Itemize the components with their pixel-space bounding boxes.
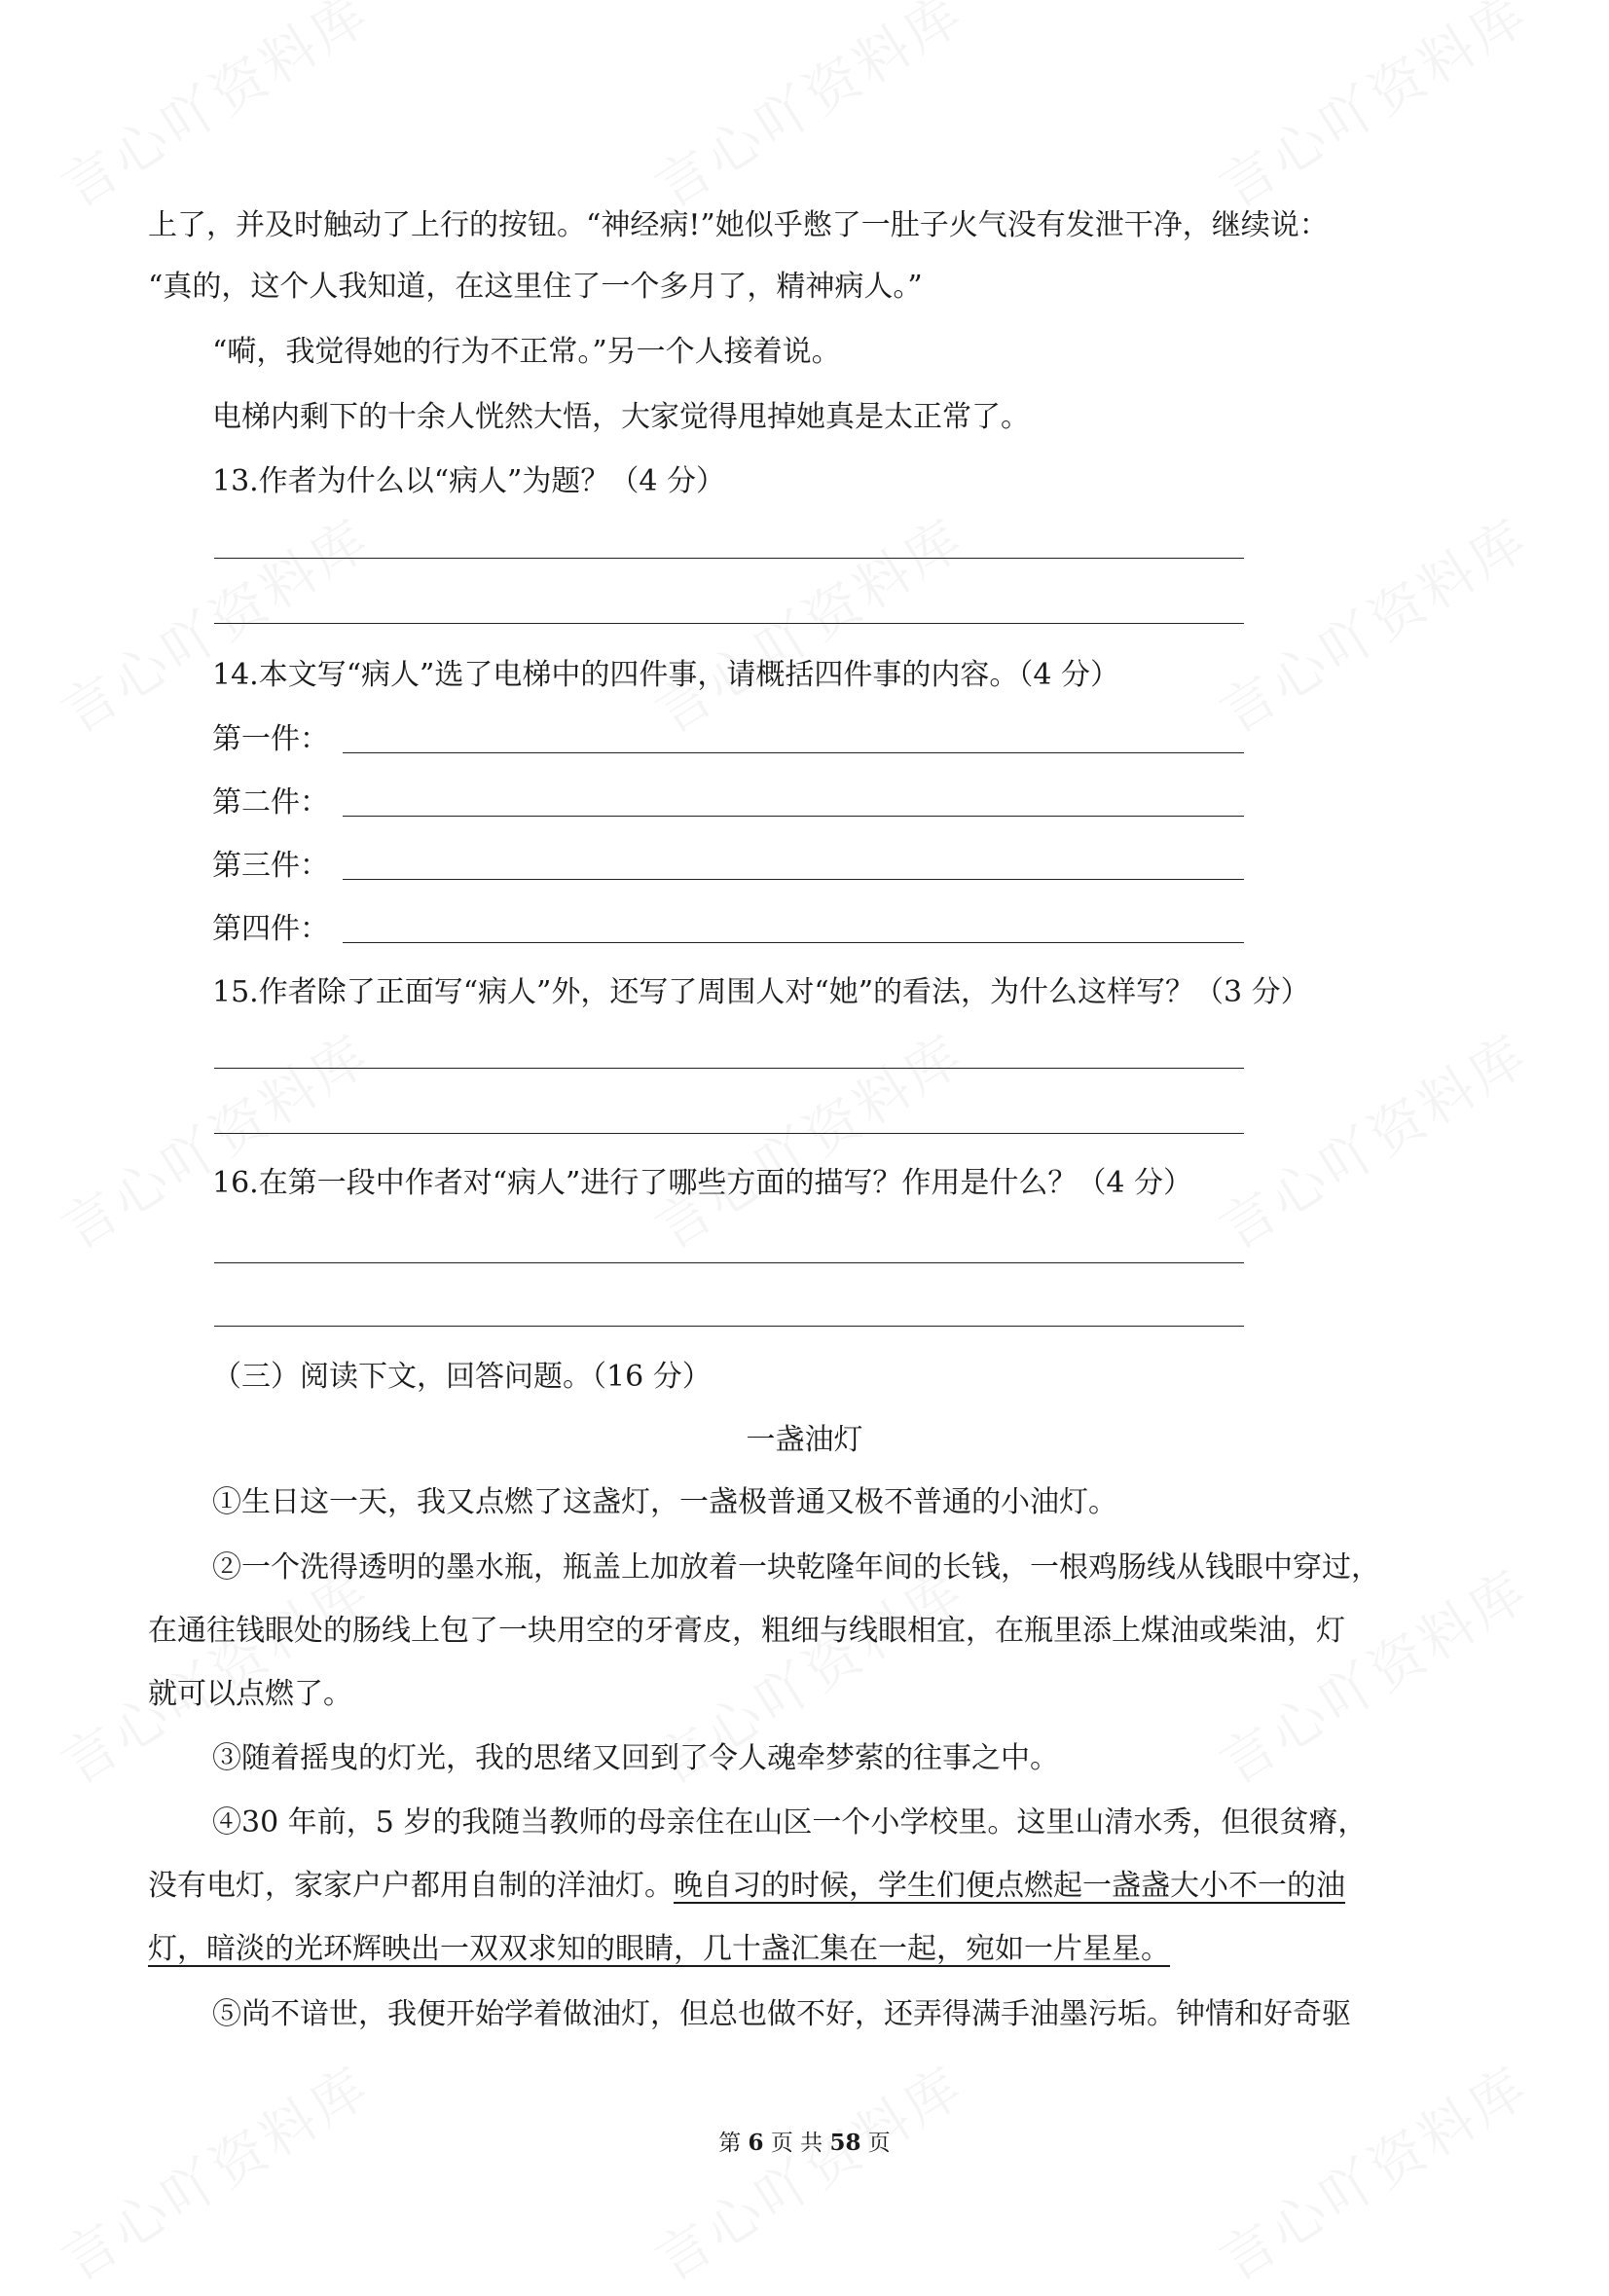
- q14-answer-line-2[interactable]: [343, 816, 1244, 817]
- paragraph-line: “真的，这个人我知道，在这里住了一个多月了，精神病人。”: [148, 270, 923, 304]
- q14-answer-line-1[interactable]: [343, 752, 1244, 753]
- question-15: 15.作者除了正面写“病人”外，还写了周围人对“她”的看法，为什么这样写？（3 分）: [212, 975, 1310, 1009]
- underlined-text: 晚自习的时候，学生们便点燃起一盏盏大小不一的油: [674, 1869, 1345, 1903]
- page-number: 6: [748, 2130, 764, 2156]
- page-footer: [0, 2129, 1609, 2158]
- underlined-text: 灯，暗淡的光环辉映出一双双求知的眼睛，几十盏汇集在一起，宛如一片星星。: [148, 1932, 1170, 1966]
- watermark: [45, 1013, 384, 1265]
- passage-title: 一盏油灯: [746, 1423, 863, 1457]
- passage-paragraph-line: [148, 1930, 1170, 1969]
- passage-paragraph: ①生日这一天，我又点燃了这盏灯，一盏极普通又极不普通的小油灯。: [212, 1485, 1117, 1519]
- total-pages: 58: [829, 2130, 861, 2156]
- watermark: [1203, 497, 1542, 749]
- footer-post: 页: [867, 2131, 891, 2156]
- watermark: [1203, 1013, 1542, 1265]
- watermark: [45, 2045, 384, 2296]
- footer-mid: 页 共: [770, 2131, 823, 2156]
- footer-pre: 第: [718, 2131, 742, 2156]
- watermark: [45, 0, 384, 223]
- watermark: [639, 1013, 977, 1265]
- passage-paragraph-line: ④30 年前，5 岁的我随当教师的母亲住在山区一个小学校里。这里山清水秀，但很贫瘠，: [212, 1805, 1368, 1840]
- section-heading: （三）阅读下文，回答问题。（16 分）: [212, 1360, 712, 1394]
- q14-answer-line-3[interactable]: [343, 879, 1244, 880]
- passage-paragraph: ③随着摇曳的灯光，我的思绪又回到了令人魂牵梦萦的往事之中。: [212, 1741, 1059, 1775]
- answer-line[interactable]: [214, 623, 1244, 624]
- answer-line[interactable]: [214, 1068, 1244, 1069]
- watermark: [639, 2045, 977, 2296]
- answer-line[interactable]: [214, 1326, 1244, 1327]
- q14-item-label: 第四件：: [212, 912, 329, 946]
- passage-paragraph-line: ⑤尚不谙世，我便开始学着做油灯，但总也做不好，还弄得满手油墨污垢。钟情和好奇驱: [212, 1997, 1351, 2031]
- paragraph: 电梯内剩下的十余人恍然大悟，大家觉得甩掉她真是太正常了。: [212, 400, 1030, 434]
- question-14: 14.本文写“病人”选了电梯中的四件事，请概括四件事的内容。（4 分）: [212, 658, 1120, 692]
- q14-answer-line-4[interactable]: [343, 942, 1244, 943]
- q14-item-label: 第三件：: [212, 849, 329, 883]
- answer-line[interactable]: [214, 1262, 1244, 1263]
- plain-text: 没有电灯，家家户户都用自制的洋油灯。: [148, 1869, 674, 1903]
- answer-line[interactable]: [214, 558, 1244, 559]
- passage-paragraph-line: [148, 1867, 1345, 1906]
- q14-item-label: 第二件：: [212, 785, 329, 820]
- passage-paragraph-line: 就可以点燃了。: [148, 1677, 352, 1711]
- watermark: [639, 0, 977, 223]
- question-13: 13.作者为什么以“病人”为题？（4 分）: [212, 464, 726, 498]
- passage-paragraph-line: 在通往钱眼处的肠线上包了一块用空的牙膏皮，粗细与线眼相宜，在瓶里添上煤油或柴油，灯: [148, 1614, 1345, 1648]
- watermark: [1203, 0, 1542, 223]
- watermark: [1203, 2045, 1542, 2296]
- paragraph: “嗬，我觉得她的行为不正常。”另一个人接着说。: [212, 335, 841, 369]
- answer-line[interactable]: [214, 1133, 1244, 1134]
- paragraph-line: 上了，并及时触动了上行的按钮。“神经病!”她似乎憋了一肚子火气没有发泄干净，继续说：: [148, 208, 1329, 242]
- q14-item-label: 第一件：: [212, 722, 329, 756]
- passage-paragraph-line: ②一个洗得透明的墨水瓶，瓶盖上加放着一块乾隆年间的长钱，一根鸡肠线从钱眼中穿过，: [212, 1550, 1380, 1585]
- question-16: 16.在第一段中作者对“病人”进行了哪些方面的描写？作用是什么？（4 分）: [212, 1166, 1193, 1200]
